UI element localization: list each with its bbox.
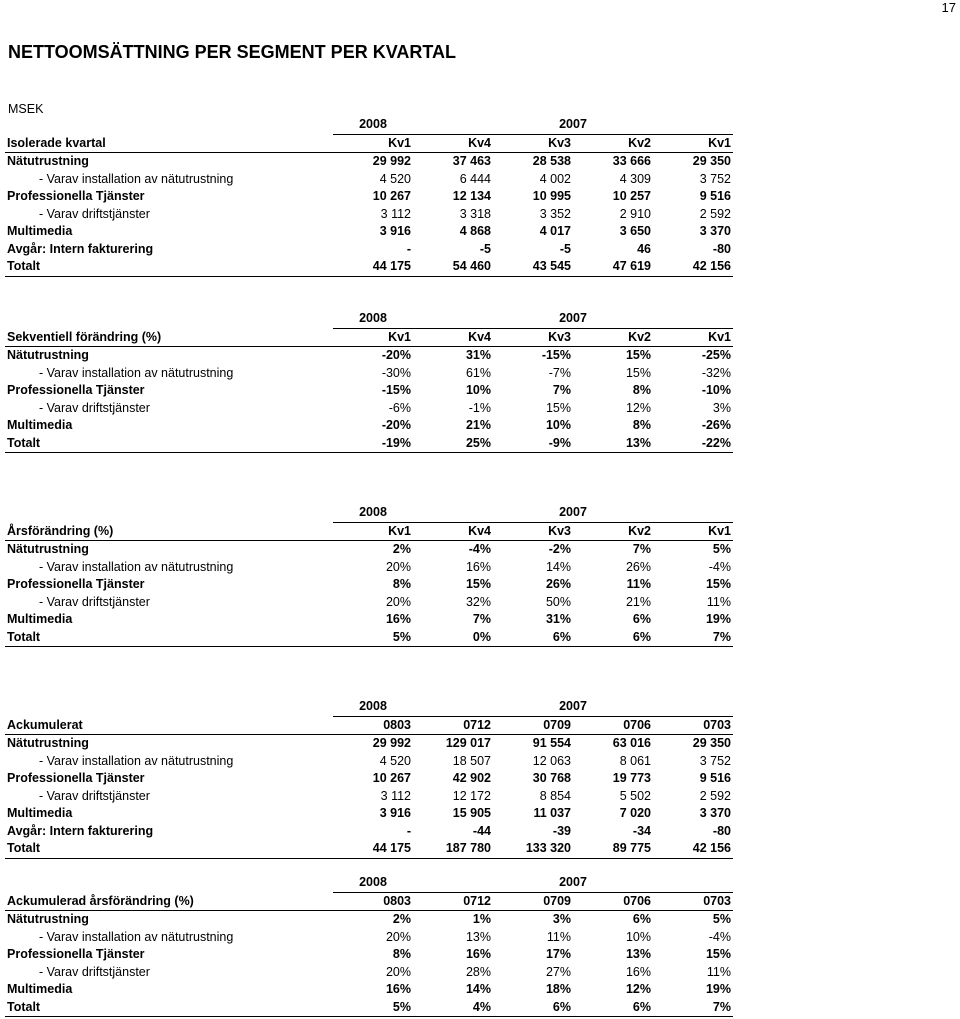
year-2008: 2008 (359, 505, 387, 520)
cell-value: -1% (468, 400, 491, 415)
cell-value: 15% (705, 577, 731, 592)
table-heading: Isolerade kvartal (5, 134, 333, 153)
cell-value: 11% (546, 929, 571, 944)
table-row (5, 206, 733, 224)
year-header-row (5, 698, 733, 716)
cell-value: 28 538 (532, 154, 571, 169)
row-label: Multimedia (7, 418, 73, 433)
table-row (5, 611, 733, 629)
cell-value: 15% (545, 400, 571, 415)
cell-value: 20% (385, 559, 411, 574)
column-header-row (5, 892, 733, 911)
cell-value: 15 905 (452, 806, 491, 821)
cell-value: -34 (632, 823, 651, 838)
table-row (5, 594, 733, 612)
row-label: - Varav driftstjänster (39, 964, 150, 979)
row-label: Totalt (5, 840, 333, 858)
cell-value: 15% (625, 365, 651, 380)
table-heading: Ackumulerad årsförändring (%) (5, 892, 333, 911)
cell-value: 187 780 (413, 840, 493, 858)
column-header: Kv2 (573, 328, 653, 347)
year-2007: 2007 (559, 311, 587, 326)
cell-value: 50% (545, 594, 571, 609)
row-label: Totalt (5, 258, 333, 276)
row-label: Totalt (5, 435, 333, 453)
total-row (5, 258, 733, 276)
cell-value: 26% (545, 577, 571, 592)
cell-value: 2 592 (699, 788, 731, 803)
year-spacer (5, 874, 333, 892)
annual-change-table (5, 504, 733, 647)
cell-value: 30 768 (532, 771, 571, 786)
row-label: Nätutrustning (7, 348, 89, 363)
cell-value: 42 902 (452, 771, 491, 786)
cell-value: 129 017 (445, 736, 491, 751)
cell-value: 29 992 (372, 154, 411, 169)
column-header: 0803 (333, 892, 413, 911)
cell-value: 9 516 (699, 771, 731, 786)
cell-value: 13% (465, 929, 491, 944)
cell-value: 8 061 (619, 753, 651, 768)
total-row (5, 840, 733, 858)
table-row (5, 929, 733, 947)
cell-value: 19% (705, 982, 731, 997)
row-label: Nätutrustning (7, 912, 89, 927)
cell-value: -15% (541, 348, 571, 363)
year-spacer (5, 310, 333, 328)
cell-value: -6% (388, 400, 411, 415)
row-label: - Varav driftstjänster (39, 594, 150, 609)
cell-value: -22% (653, 435, 733, 453)
cell-value: 11 037 (533, 806, 571, 821)
cell-value: -20% (381, 418, 411, 433)
cell-value: 5% (712, 912, 731, 927)
cell-value: 91 554 (532, 736, 571, 751)
column-header: Kv1 (333, 522, 413, 541)
year-header-row (5, 504, 733, 522)
cell-value: 12% (625, 400, 651, 415)
cell-value: 43 545 (493, 258, 573, 276)
cell-value: 2% (392, 542, 411, 557)
cell-value: 0% (413, 629, 493, 647)
column-header: Kv3 (493, 134, 573, 153)
currency-label: MSEK (8, 102, 44, 116)
cell-value: 6 444 (459, 171, 491, 186)
cell-value: 4 017 (539, 224, 571, 239)
cell-value: 20% (385, 964, 411, 979)
cell-value: 5% (333, 629, 413, 647)
cell-value: 16% (465, 559, 491, 574)
table-row (5, 417, 733, 435)
cell-value: 10 995 (532, 189, 571, 204)
cell-value: 10% (465, 383, 491, 398)
row-label: - Varav installation av nätutrustning (39, 753, 234, 768)
cell-value: 20% (385, 929, 411, 944)
cell-value: 8% (392, 577, 411, 592)
cell-value: 10% (625, 929, 651, 944)
row-label: - Varav installation av nätutrustning (39, 929, 234, 944)
column-header: 0709 (493, 716, 573, 735)
cell-value: 3 752 (699, 753, 731, 768)
cell-value: 2 910 (619, 206, 651, 221)
row-label: Multimedia (7, 806, 73, 821)
table-heading: Sekventiell förändring (%) (5, 328, 333, 347)
row-label: Professionella Tjänster (7, 383, 145, 398)
table-row (5, 541, 733, 559)
year-header-row (5, 116, 733, 134)
cell-value: 8% (632, 418, 651, 433)
column-header: 0703 (653, 892, 733, 911)
table-heading: Ackumulerat (5, 716, 333, 735)
cell-value: 3% (552, 912, 571, 927)
cell-value: 16% (385, 612, 411, 627)
page-number: 17 (941, 0, 956, 15)
cell-value: 18 507 (452, 753, 491, 768)
column-header: Kv4 (413, 134, 493, 153)
row-label: Multimedia (7, 612, 73, 627)
cell-value: 16% (385, 982, 411, 997)
column-header: Kv1 (333, 328, 413, 347)
cell-value: 7% (632, 542, 651, 557)
column-header: 0712 (413, 892, 493, 911)
cell-value: - (406, 823, 411, 838)
cell-value: 42 156 (653, 840, 733, 858)
cell-value: 44 175 (333, 840, 413, 858)
table-row (5, 382, 733, 400)
cell-value: 4 520 (379, 171, 411, 186)
column-header: 0703 (653, 716, 733, 735)
cell-value: 3 112 (380, 788, 411, 803)
cell-value: 15% (705, 947, 731, 962)
cell-value: 6% (632, 612, 651, 627)
cell-value: 4 520 (379, 753, 411, 768)
cell-value: -80 (712, 823, 731, 838)
cell-value: - (406, 241, 411, 256)
cell-value: 6% (632, 912, 651, 927)
year-spacer (5, 116, 333, 134)
cell-value: 10 257 (612, 189, 651, 204)
cell-value: 6% (493, 629, 573, 647)
cell-value: -19% (333, 435, 413, 453)
cell-value: 7% (472, 612, 491, 627)
row-label: Professionella Tjänster (7, 189, 145, 204)
cell-value: 8% (632, 383, 651, 398)
cell-value: 3 318 (459, 206, 491, 221)
cell-value: -7% (548, 365, 571, 380)
cell-value: 12 134 (452, 189, 491, 204)
cell-value: 37 463 (452, 154, 491, 169)
cell-value: 4 309 (619, 171, 651, 186)
table-row (5, 347, 733, 365)
column-header: Kv1 (653, 328, 733, 347)
column-header: Kv2 (573, 522, 653, 541)
cell-value: 47 619 (573, 258, 653, 276)
cell-value: 29 350 (692, 736, 731, 751)
column-header: 0706 (573, 716, 653, 735)
cell-value: 8% (392, 947, 411, 962)
cell-value: -80 (712, 241, 731, 256)
year-2008: 2008 (359, 311, 387, 326)
cell-value: -39 (552, 823, 571, 838)
cell-value: 6% (493, 999, 573, 1017)
cell-value: 54 460 (413, 258, 493, 276)
year-2007: 2007 (559, 875, 587, 890)
cell-value: 18% (545, 982, 571, 997)
table-row (5, 188, 733, 206)
cell-value: 44 175 (333, 258, 413, 276)
row-label: Nätutrustning (7, 154, 89, 169)
row-label: Professionella Tjänster (7, 947, 145, 962)
table-heading: Årsförändring (%) (5, 522, 333, 541)
cell-value: -5 (559, 241, 571, 256)
cell-value: 4% (413, 999, 493, 1017)
cell-value: 15% (625, 348, 651, 363)
table-row (5, 964, 733, 982)
cell-value: 16% (625, 964, 651, 979)
cell-value: -25% (701, 348, 731, 363)
row-label: Multimedia (7, 982, 73, 997)
cell-value: 10% (545, 418, 571, 433)
column-header: 0709 (493, 892, 573, 911)
column-header-row (5, 716, 733, 735)
row-label: Professionella Tjänster (7, 771, 145, 786)
column-header: Kv4 (413, 522, 493, 541)
cell-value: 3 112 (380, 206, 411, 221)
cell-value: 12% (625, 982, 651, 997)
cell-value: 21% (625, 594, 651, 609)
row-label: - Varav driftstjänster (39, 400, 150, 415)
cell-value: -9% (493, 435, 573, 453)
column-header: Kv3 (493, 328, 573, 347)
cell-value: 9 516 (699, 189, 731, 204)
cell-value: 3 370 (699, 806, 731, 821)
cell-value: 46 (637, 241, 651, 256)
cell-value: 2% (392, 912, 411, 927)
cell-value: 14% (465, 982, 491, 997)
cell-value: 3 352 (539, 206, 571, 221)
row-label: - Varav installation av nätutrustning (39, 559, 234, 574)
cell-value: 31% (545, 612, 571, 627)
cell-value: 1% (472, 912, 491, 927)
row-label: Nätutrustning (7, 542, 89, 557)
cell-value: 12 063 (532, 753, 571, 768)
row-label: Nätutrustning (7, 736, 89, 751)
table-row (5, 559, 733, 577)
cell-value: 63 016 (612, 736, 651, 751)
column-header: Kv3 (493, 522, 573, 541)
column-header-row (5, 328, 733, 347)
cell-value: 3 752 (699, 171, 731, 186)
cell-value: 17% (545, 947, 571, 962)
total-row (5, 999, 733, 1017)
cell-value: 6% (573, 629, 653, 647)
cell-value: 5% (333, 999, 413, 1017)
row-label: Professionella Tjänster (7, 577, 145, 592)
cell-value: 33 666 (612, 154, 651, 169)
accumulated-table (5, 698, 733, 859)
cell-value: 133 320 (493, 840, 573, 858)
cell-value: 89 775 (573, 840, 653, 858)
cell-value: -2% (548, 542, 571, 557)
cell-value: 7 020 (619, 806, 651, 821)
table-row (5, 788, 733, 806)
cell-value: -5 (479, 241, 491, 256)
column-header-row (5, 134, 733, 153)
table-row (5, 400, 733, 418)
cell-value: 5% (712, 542, 731, 557)
cell-value: 11% (706, 964, 731, 979)
cell-value: 2 592 (699, 206, 731, 221)
table-row (5, 805, 733, 823)
year-spacer (5, 504, 333, 522)
table-row (5, 576, 733, 594)
cell-value: 20% (385, 594, 411, 609)
row-label: Totalt (5, 999, 333, 1017)
cell-value: -4% (708, 929, 731, 944)
cell-value: 3 650 (619, 224, 651, 239)
cell-value: 42 156 (653, 258, 733, 276)
table-row (5, 171, 733, 189)
year-2008: 2008 (359, 117, 387, 132)
column-header: Kv4 (413, 328, 493, 347)
cell-value: 11% (626, 577, 651, 592)
row-label: Avgår: Intern fakturering (7, 241, 154, 256)
row-label: - Varav driftstjänster (39, 206, 150, 221)
table-row (5, 735, 733, 753)
cell-value: 11% (706, 594, 731, 609)
cell-value: 10 267 (372, 771, 411, 786)
cell-value: 28% (465, 964, 491, 979)
year-spacer (5, 698, 333, 716)
cell-value: 29 992 (372, 736, 411, 751)
cell-value: 12 172 (452, 788, 491, 803)
year-2007: 2007 (559, 505, 587, 520)
cell-value: 14% (545, 559, 571, 574)
row-label: - Varav installation av nätutrustning (39, 171, 234, 186)
table-row (5, 981, 733, 999)
column-header: Kv1 (653, 134, 733, 153)
cell-value: 8 854 (539, 788, 571, 803)
table-row (5, 241, 733, 259)
cell-value: 61% (465, 365, 491, 380)
table-row (5, 823, 733, 841)
row-label: Multimedia (7, 224, 73, 239)
cell-value: -4% (708, 559, 731, 574)
year-header-row (5, 874, 733, 892)
cell-value: 27% (545, 964, 571, 979)
year-2008: 2008 (359, 699, 387, 714)
cell-value: -26% (701, 418, 731, 433)
cell-value: -4% (468, 542, 491, 557)
row-label: - Varav driftstjänster (39, 788, 150, 803)
cell-value: 7% (653, 629, 733, 647)
cell-value: 21% (465, 418, 491, 433)
cell-value: 4 002 (539, 171, 571, 186)
table-row (5, 223, 733, 241)
cell-value: -10% (701, 383, 731, 398)
cell-value: -15% (381, 383, 411, 398)
row-label: Avgår: Intern fakturering (7, 823, 154, 838)
cell-value: 13% (625, 947, 651, 962)
cell-value: 3% (712, 400, 731, 415)
cell-value: 4 868 (459, 224, 491, 239)
year-header-row (5, 310, 733, 328)
cell-value: 7% (653, 999, 733, 1017)
table-row (5, 911, 733, 929)
cell-value: -32% (701, 365, 731, 380)
column-header: 0803 (333, 716, 413, 735)
row-label: - Varav installation av nätutrustning (39, 365, 234, 380)
table-row (5, 153, 733, 171)
cell-value: 10 267 (372, 189, 411, 204)
cell-value: 15% (465, 577, 491, 592)
isolated-quarters-table (5, 116, 733, 277)
column-header: Kv1 (653, 522, 733, 541)
cell-value: 19% (705, 612, 731, 627)
cell-value: 5 502 (619, 788, 651, 803)
cell-value: 25% (413, 435, 493, 453)
page-title: NETTOOMSÄTTNING PER SEGMENT PER KVARTAL (8, 42, 457, 62)
cell-value: 3 916 (379, 224, 411, 239)
table-row (5, 770, 733, 788)
total-row (5, 435, 733, 453)
column-header: Kv2 (573, 134, 653, 153)
cell-value: -20% (381, 348, 411, 363)
table-row (5, 753, 733, 771)
column-header: 0706 (573, 892, 653, 911)
cell-value: 3 916 (379, 806, 411, 821)
sequential-change-table (5, 310, 733, 453)
cell-value: -30% (381, 365, 411, 380)
year-2007: 2007 (559, 117, 587, 132)
cell-value: 29 350 (692, 154, 731, 169)
table-row (5, 365, 733, 383)
column-header: Kv1 (333, 134, 413, 153)
column-header-row (5, 522, 733, 541)
cell-value: 7% (552, 383, 571, 398)
cell-value: 13% (573, 435, 653, 453)
total-row (5, 629, 733, 647)
column-header: 0712 (413, 716, 493, 735)
cell-value: 26% (625, 559, 651, 574)
cell-value: 31% (465, 348, 491, 363)
table-row (5, 946, 733, 964)
row-label: Totalt (5, 629, 333, 647)
year-2007: 2007 (559, 699, 587, 714)
cell-value: 32% (465, 594, 491, 609)
cell-value: 19 773 (612, 771, 651, 786)
year-2008: 2008 (359, 875, 387, 890)
cell-value: 6% (573, 999, 653, 1017)
cell-value: -44 (472, 823, 491, 838)
accumulated-annual-change-table (5, 874, 733, 1017)
cell-value: 3 370 (699, 224, 731, 239)
cell-value: 16% (465, 947, 491, 962)
